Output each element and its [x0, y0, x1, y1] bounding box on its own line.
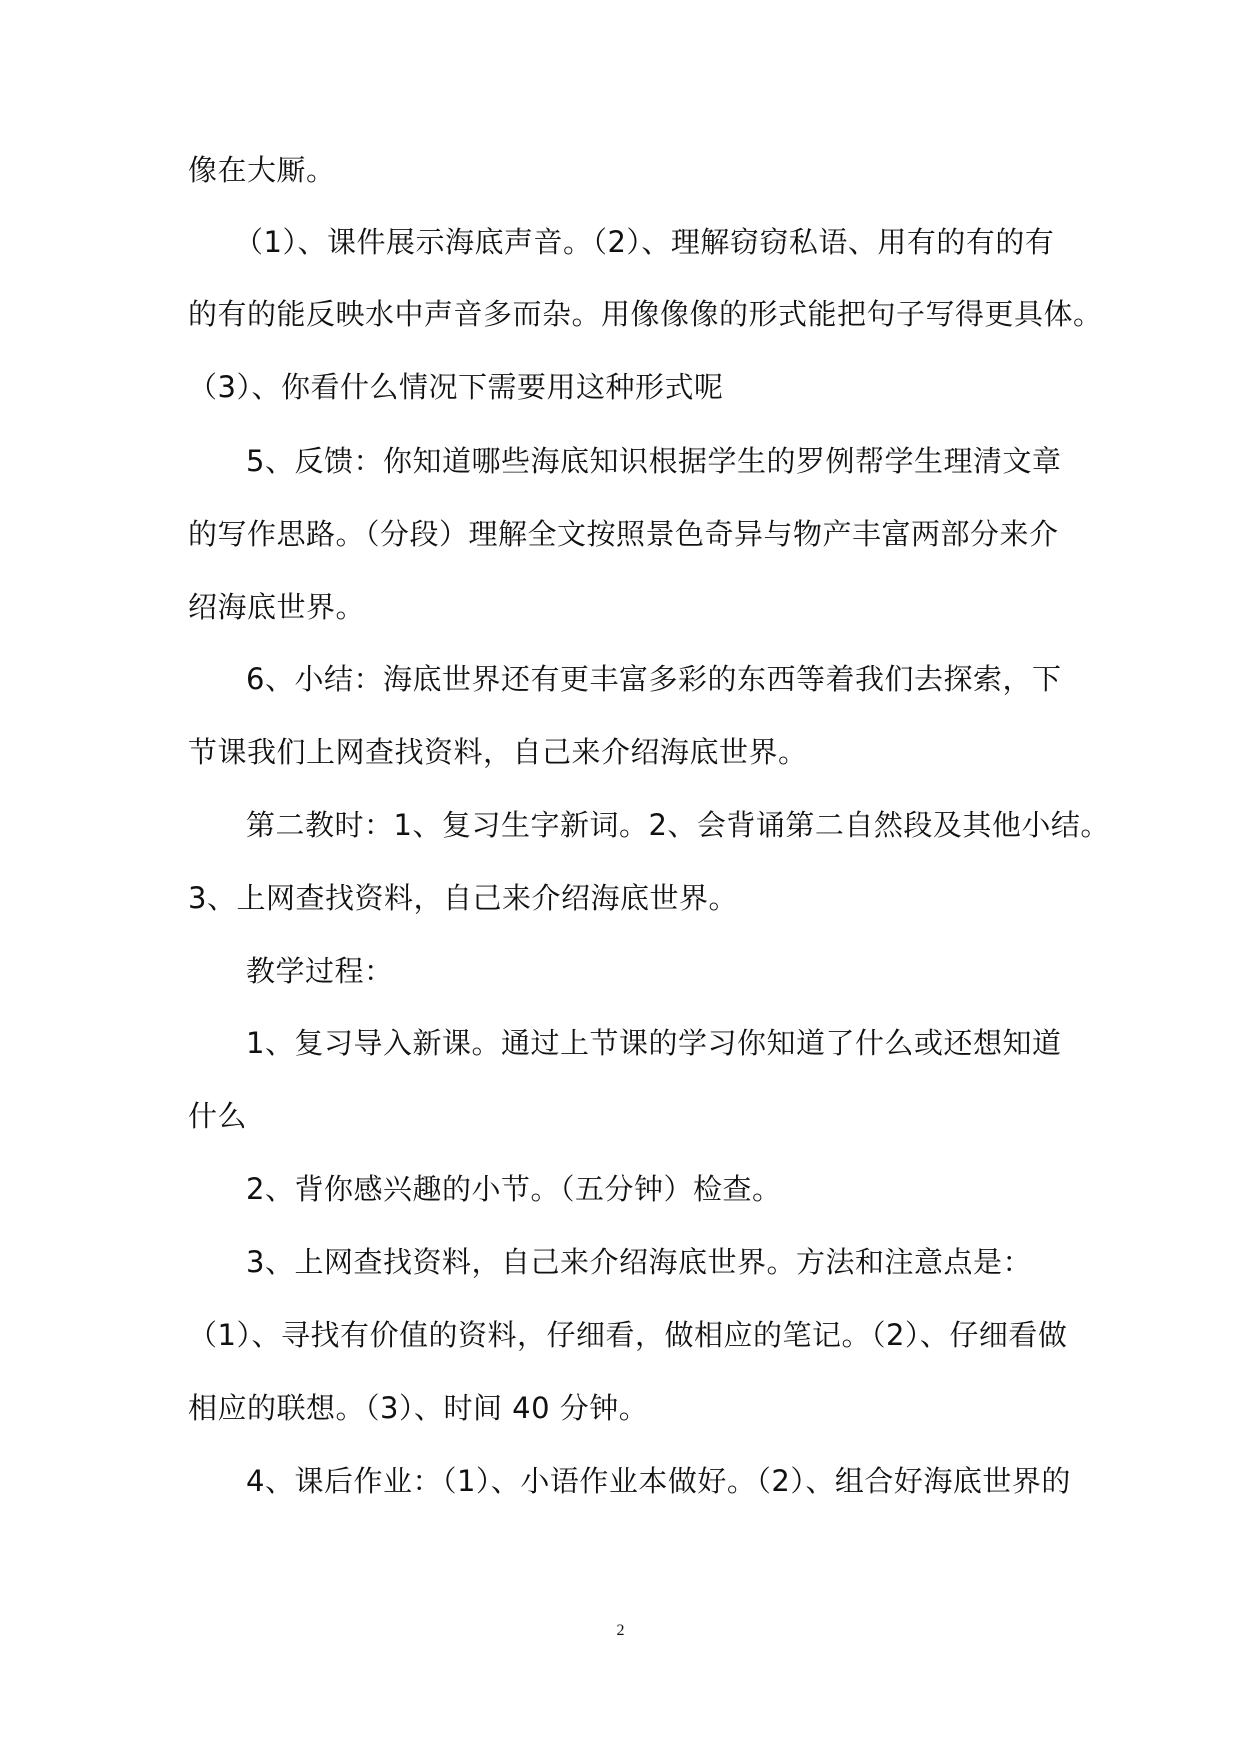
text-line: （3）、你看什么情况下需要用这种形式呢 [188, 370, 724, 404]
text-line: 5、反馈：你知道哪些海底知识根据学生的罗例帮学生理清文章 [246, 444, 1062, 478]
text-line: 相应的联想。（3）、时间 40 分钟。 [188, 1391, 649, 1425]
text-line: （1）、课件展示海底声音。（2）、理解窃窃私语、用有的有的有 [234, 225, 1055, 259]
text-line: （1）、寻找有价值的资料，仔细看，做相应的笔记。（2）、仔细看做 [188, 1318, 1068, 1352]
text-line: 的有的能反映水中声音多而杂。用像像像的形式能把句子写得更具体。 [188, 297, 1103, 331]
text-line: 2、背你感兴趣的小节。（五分钟）检查。 [246, 1172, 782, 1206]
text-line: 3、上网查找资料，自己来介绍海底世界。 [188, 881, 738, 915]
page-number: 2 [616, 1622, 625, 1639]
text-line: 1、复习导入新课。通过上节课的学习你知道了什么或还想知道 [246, 1026, 1062, 1060]
text-line: 像在大厮。 [188, 153, 336, 187]
text-line: 教学过程： [246, 954, 394, 988]
text-line: 的写作思路。（分段）理解全文按照景色奇异与物产丰富两部分来介 [188, 517, 1059, 551]
text-line: 第二教时：1、复习生字新词。2、会背诵第二自然段及其他小结。 [246, 808, 1110, 842]
text-line: 绍海底世界。 [188, 590, 366, 624]
text-line: 6、小结：海底世界还有更丰富多彩的东西等着我们去探索，下 [246, 662, 1062, 696]
text-line: 4、课后作业：（1）、小语作业本做好。（2）、组合好海底世界的 [246, 1464, 1071, 1498]
text-line: 节课我们上网查找资料，自己来介绍海底世界。 [188, 735, 808, 769]
text-line: 什么 [188, 1099, 248, 1133]
text-line: 3、上网查找资料，自己来介绍海底世界。方法和注意点是： [246, 1245, 1032, 1279]
